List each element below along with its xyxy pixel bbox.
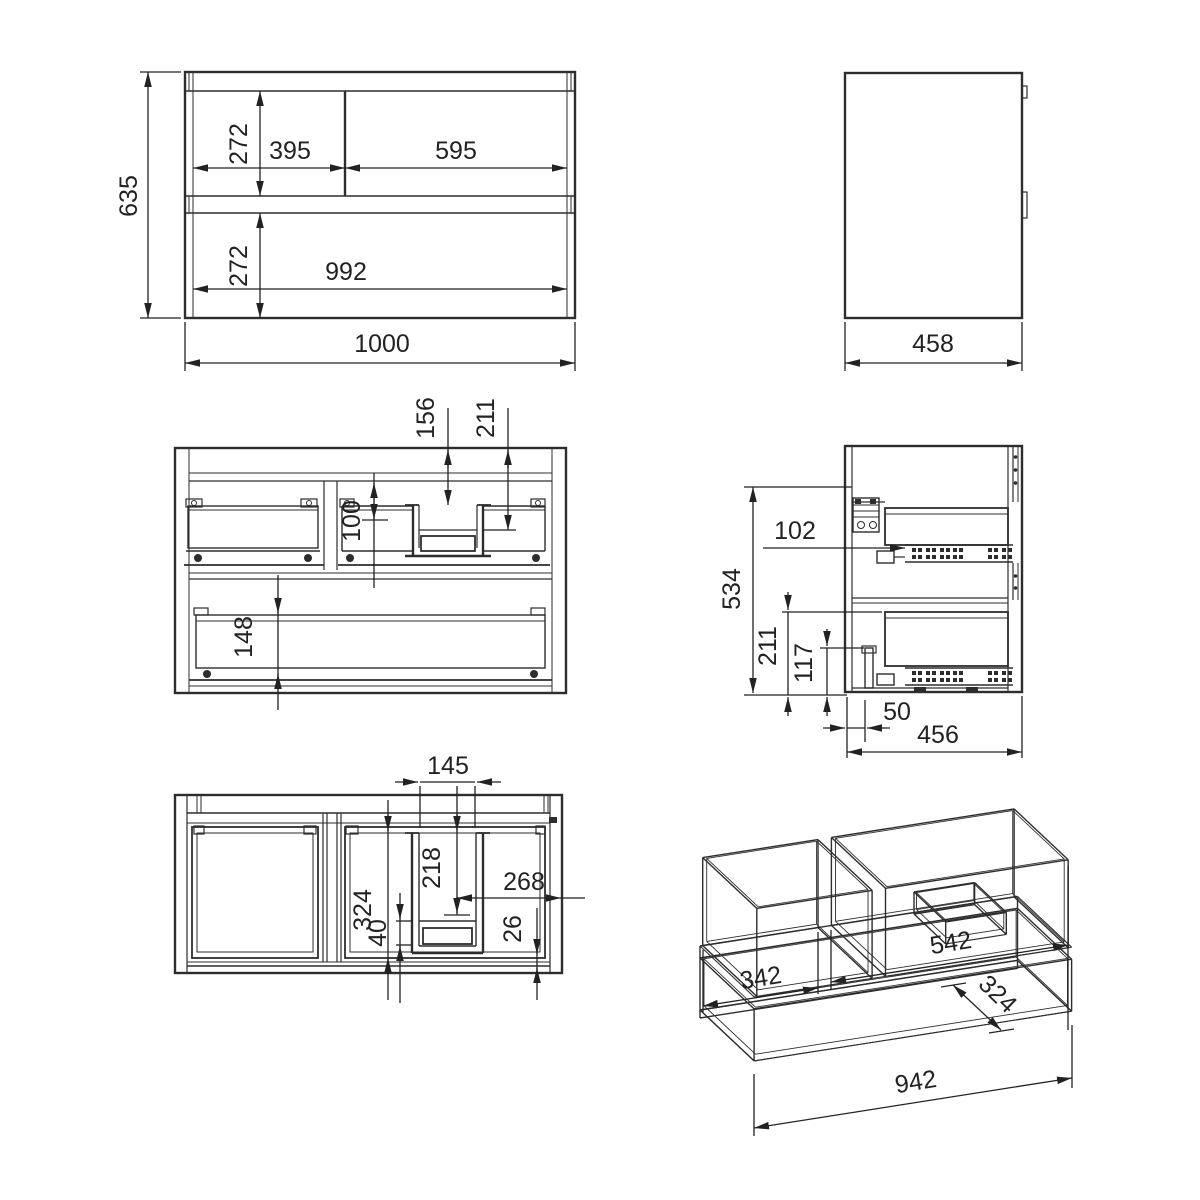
dim-front-lower-drawer-height: 272 [225,245,253,287]
dim-iso-lower-drawer-width: 942 [892,1065,939,1100]
plan-view [175,752,585,1003]
dim-trap-height: 40 [364,919,392,947]
lower-drawer-side [852,612,1013,691]
upper-left-drawer-box [184,499,324,565]
dim-inner-depth: 456 [917,721,959,749]
front-section-dims [230,397,516,710]
dim-edge-gap: 26 [499,915,527,943]
side-section-dims [718,487,1022,758]
dim-front-lower-drawer-width: 992 [325,258,367,286]
dim-drawer-depth-plan: 324 [349,889,377,931]
dim-front-clearance: 50 [883,698,911,726]
dim-lower-section-height: 211 [754,626,782,666]
dim-top-to-trap: 211 [472,398,500,438]
dim-iso-left-drawer-width: 342 [737,961,784,996]
dim-front-width: 1000 [354,330,410,358]
dim-front-height: 635 [115,175,143,217]
wall-rail-side [1013,446,1018,600]
dim-top-to-recess: 156 [412,397,440,439]
dim-bracket-height: 117 [790,643,818,683]
dim-slide-setback: 102 [774,517,816,545]
iso-view [700,809,1072,1136]
dim-runner-gap: 100 [338,500,366,542]
side-view [845,73,1027,371]
upper-drawer-side [877,508,1013,563]
dim-recess-depth: 218 [418,847,446,889]
dim-front-upper-left-width: 395 [269,137,311,165]
drawer-front-bracket [853,498,879,532]
left-drawer-plan [192,826,318,958]
iso-drawer-boxes [700,809,1072,1061]
slide-perforations-lower [912,671,1012,682]
slide-perforations-upper [912,548,1012,559]
side-section-view [718,446,1022,758]
dim-inner-height: 534 [718,568,746,610]
dim-lower-inner-height: 148 [230,616,258,658]
dim-side-depth: 458 [912,330,954,358]
dim-recess-inner-width: 145 [427,752,469,780]
dim-iso-right-drawer-width: 542 [927,926,974,961]
dim-front-upper-right-width: 595 [435,137,477,165]
front-section-view [175,397,566,710]
dim-front-upper-drawer-height: 272 [225,123,253,165]
basin-recess-front [405,505,491,556]
front-view [115,72,575,371]
dim-iso-drawer-depth: 324 [972,969,1023,1019]
dim-recess-to-side: 268 [503,868,545,896]
